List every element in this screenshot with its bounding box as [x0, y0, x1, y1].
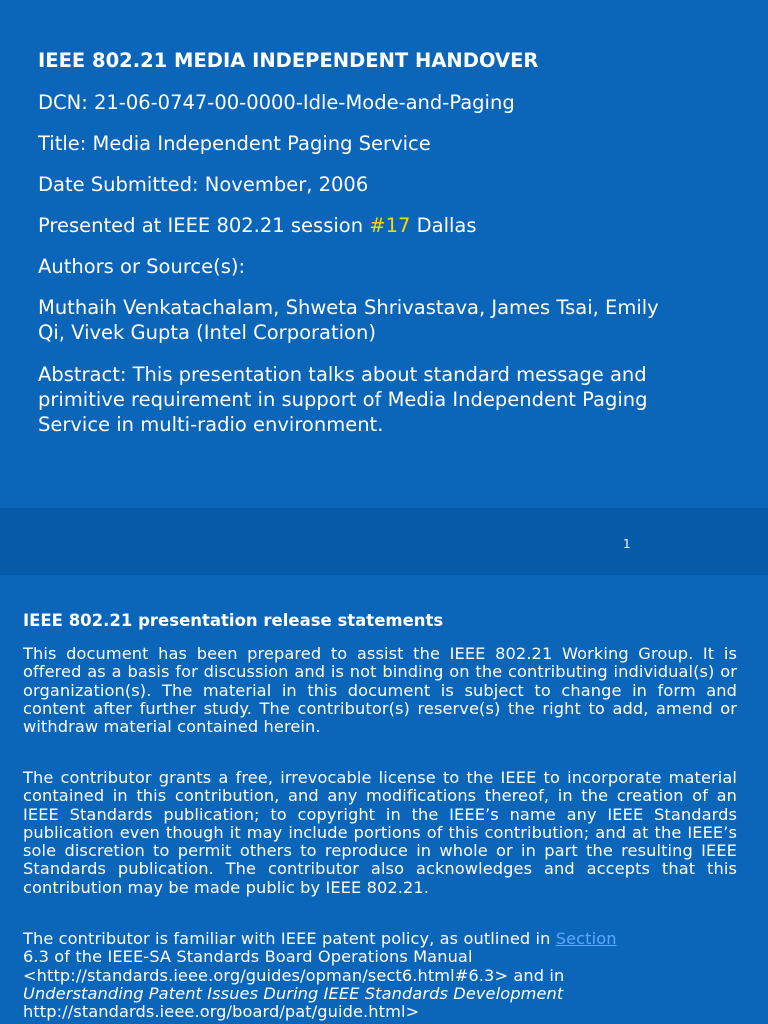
para3-line-3: [23, 967, 737, 985]
dcn-line: DCN: 21-06-0747-00-0000-Idle-Mode-and-Paging: [38, 91, 515, 114]
release-paragraph-3: [23, 930, 737, 1021]
patent-guide-url: http://standards.ieee.org/board/pat/guide.html>: [23, 1002, 420, 1022]
presented-suffix: Dallas: [410, 214, 477, 237]
slide-divider-band: [0, 508, 768, 575]
authors-label: Authors or Source(s):: [38, 255, 246, 278]
release-paragraph-2: The contributor grants a free, irrevocable license to the IEEE to incorporate material contained in this contribution, and any modifications thereof, in the creation of an IEEE Standards publication; to copyright in the IEEE’s name any IEEE Standards publication even though it may include portions of this contribution; and at the IEEE’s sole discretion to permit others to reproduce in whole or in part the resulting IEEE Standards publication. The contributor also acknowledges and accepts that this contribution may be made public by IEEE 802.21.: [23, 768, 737, 897]
para3-line-2: 6.3 of the IEEE-SA Standards Board Operations Manual: [23, 947, 473, 967]
authors-line-1: Muthaih Venkatachalam, Shweta Shrivastava, James Tsai, Emily: [38, 296, 659, 319]
abstract-line-1: Abstract: This presentation talks about standard message and: [38, 363, 647, 386]
page-number: 1: [623, 537, 631, 551]
release-heading: IEEE 802.21 presentation release statements: [23, 611, 444, 630]
section-link[interactable]: Section: [555, 929, 617, 948]
para3-and: and in: [508, 965, 565, 985]
slide-heading: IEEE 802.21 MEDIA INDEPENDENT HANDOVER: [38, 49, 539, 72]
abstract-line-3: Service in multi-radio environment.: [38, 413, 384, 436]
para3-start: The contributor is familiar with IEEE patent policy, as outlined in: [23, 929, 556, 948]
presented-line: [38, 213, 477, 238]
abstract-line-2: primitive requirement in support of Media Independent Paging: [38, 388, 648, 411]
release-paragraph-1: This document has been prepared to assist the IEEE 802.21 Working Group. It is offered as a basis for discussion and is not binding on the contributing individual(s) or organization(s). The material in this document is subject to change in form and content after further study. The contributor(s) reserve(s) the right to add, amend or withdraw material contained herein.: [23, 644, 737, 737]
session-number: #17: [369, 214, 411, 237]
opman-url: <http://standards.ieee.org/guides/opman/sect6.html#6.3>: [23, 965, 509, 985]
authors-line-2: Qi, Vivek Gupta (Intel Corporation): [38, 321, 376, 344]
para3-line-1: [23, 930, 737, 948]
title-line: Title: Media Independent Paging Service: [38, 132, 431, 155]
patent-guide-title: Understanding Patent Issues During IEEE Standards Development: [23, 983, 564, 1003]
date-line: Date Submitted: November, 2006: [38, 173, 369, 196]
presented-prefix: Presented at IEEE 802.21 session: [38, 214, 370, 237]
